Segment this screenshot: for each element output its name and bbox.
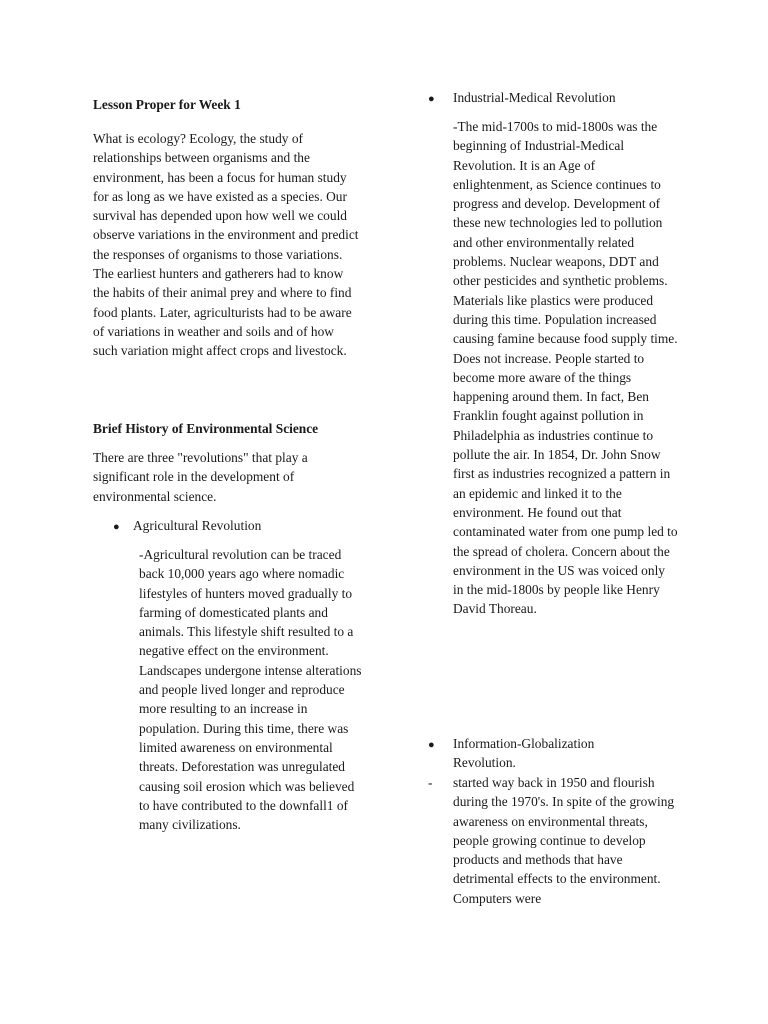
ecology-intro-paragraph: What is ecology? Ecology, the study of relationships between organisms and the environment, has been a focus for human study for as long as we have existed as a species. Our survival has depended upon how well we could observe variations in the environment and predict the responses of organisms to those variations. The earliest hunters and gatherers had to know the habits of their animal prey and where to find food plants. Later, agriculturists had to be aware of variations in weather and soils and of how such variation might affect crops and livestock. (93, 131, 359, 359)
dash-marker: - (428, 775, 433, 790)
industrial-revolution-label: Industrial-Medical Revolution (453, 90, 616, 105)
bullet-icon: ● (428, 93, 435, 105)
agricultural-revolution-item (113, 516, 261, 537)
bullet-icon: ● (113, 521, 120, 533)
history-heading: Brief History of Environmental Science (93, 421, 319, 436)
history-intro-paragraph: There are three "revolutions" that play a significant role in the development of environmental science. (93, 450, 308, 504)
bullet-icon: ● (428, 739, 435, 751)
information-revolution-item (428, 734, 453, 755)
information-revolution-label: Information-Globalization Revolution. (453, 736, 595, 771)
information-revolution-text: started way back in 1950 and flourish during the 1970's. In spite of the growing awareness on environmental threats, people growing continue to develop products and methods that have detrimental effects to the environment. Computers were (453, 775, 675, 906)
industrial-revolution-text: -The mid-1700s to mid-1800s was the beginning of Industrial-Medical Revolution. It is an Age of enlightenment, as Science continues to progress and develop. Development of these new technologies led to pollution and other environmentally related problems. Nuclear weapons, DDT and other pesticides and synthetic problems. Materials like plastics were produced during this time. Population increased causing famine because food supply time. Does not increase. People started to become more aware of the things happening around them. In fact, Ben Franklin fought against pollution in Philadelphia as industries continue to pollute the air. In 1854, Dr. John Snow first as industries recognized a pattern in an epidemic and linked it to the environment. He found out that contaminated water from one pump led to the spread of cholera. Concern about the environment in the US was voiced only in the mid-1800s by people like Henry David Thoreau. (453, 119, 678, 617)
industrial-revolution-item (428, 88, 616, 109)
agricultural-revolution-label: Agricultural Revolution (133, 518, 262, 533)
lesson-title: Lesson Proper for Week 1 (93, 97, 241, 112)
agricultural-revolution-text: -Agricultural revolution can be traced back 10,000 years ago where nomadic lifestyles of hunters moved gradually to farming of domesticated plants and animals. This lifestyle shift resulted to a negative effect on the environment. Landscapes undergone intense alterations and people lived longer and reproduce more resulting to an increase in population. During this time, there was limited awareness on environmental threats. Deforestation was unregulated causing soil erosion which was believed to have contributed to the downfall1 of many civilizations. (139, 547, 362, 833)
